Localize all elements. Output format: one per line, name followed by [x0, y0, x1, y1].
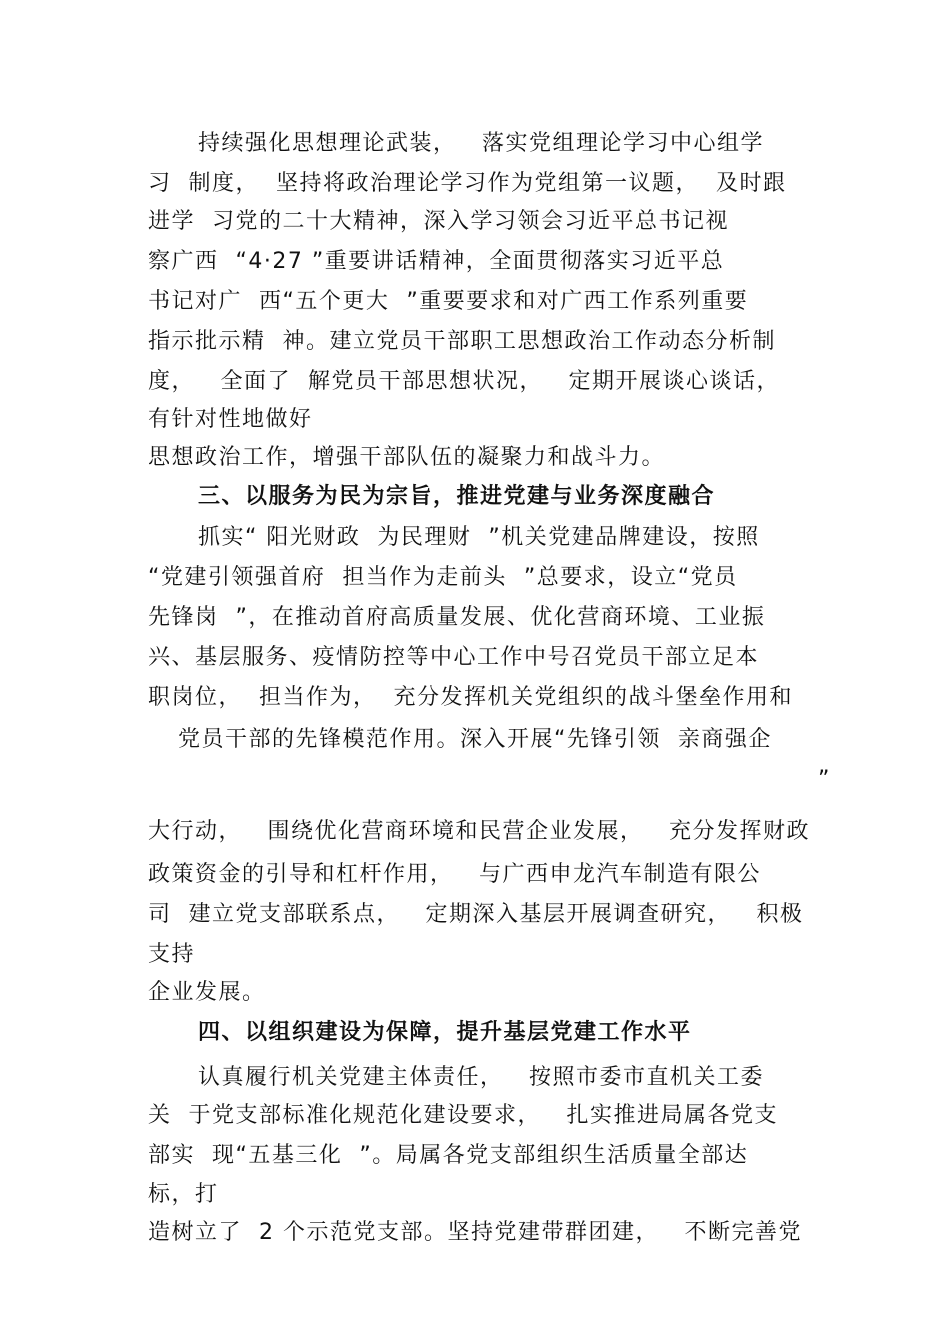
text-line: 政策资金的引导和杠杆作用， 与广西申龙汽车制造有限公 [148, 862, 761, 887]
text-line: 兴、基层服务、疫情防控等中心工作中号召党员干部立足本 [148, 645, 760, 670]
text-line: 部实 现“五基三化 ”。局属各党支部组织生活质量全部达 [148, 1143, 749, 1168]
text-line: 习 制度， 坚持将政治理论学习作为党组第一议题， 及时跟 [148, 171, 787, 196]
text-line: 司 建立党支部联系点， 定期深入基层开展调查研究， 积极 [148, 902, 804, 927]
text-line: 有针对性地做好 [148, 407, 313, 432]
text-line: 书记对广 西“五个更大 ”重要要求和对广西工作系列重要 [148, 289, 749, 314]
text-line: 进学 习党的二十大精神，深入学习领会习近平总书记视 [148, 209, 729, 234]
text-line: 思想政治工作，增强干部队伍的凝聚力和战斗力。 [148, 445, 666, 470]
text-line: 察广西 “4·27 ”重要讲话精神，全面贯彻落实习近平总 [148, 249, 725, 274]
text-line: 标，打 [148, 1182, 219, 1207]
text-line: 持续强化思想理论武装， 落实党组理论学习中心组学 [198, 131, 764, 156]
text-line: 造树立了 2 个示范党支部。坚持党建带群团建， 不断完善党 [148, 1220, 802, 1245]
text-line: ” [818, 767, 831, 792]
section-heading: 三、以服务为民为宗旨，推进党建与业务深度融合 [198, 484, 716, 509]
section-heading: 四、以组织建设为保障，提升基层党建工作水平 [198, 1020, 692, 1045]
text-line: 度， 全面了 解党员干部思想状况， 定期开展谈心谈话， [148, 369, 780, 394]
text-line: 企业发展。 [148, 980, 266, 1005]
text-line: 关 于党支部标准化规范化建设要求， 扎实推进局属各党支 [148, 1103, 778, 1128]
text-line: 认真履行机关党建主体责任， 按照市委市直机关工委 [198, 1065, 764, 1090]
text-line: 先锋岗 ”，在推动首府高质量发展、优化营商环境、工业振 [148, 605, 766, 630]
text-line: 大行动， 围绕优化营商环境和民营企业发展， 充分发挥财政 [148, 819, 810, 844]
text-line: 支持 [148, 942, 196, 967]
text-line: 抓实“ 阳光财政 为民理财 ”机关党建品牌建设，按照 [198, 525, 760, 550]
text-line: “党建引领强首府 担当作为走前头 ”总要求，设立“党员 [148, 565, 738, 590]
text-line: 党员干部的先锋模范作用。深入开展“先锋引领 亲商强企 [178, 727, 772, 752]
text-line: 职岗位， 担当作为， 充分发挥机关党组织的战斗堡垒作用和 [148, 685, 793, 710]
text-line: 指示批示精 神。建立党员干部职工思想政治工作动态分析制 [148, 329, 776, 354]
